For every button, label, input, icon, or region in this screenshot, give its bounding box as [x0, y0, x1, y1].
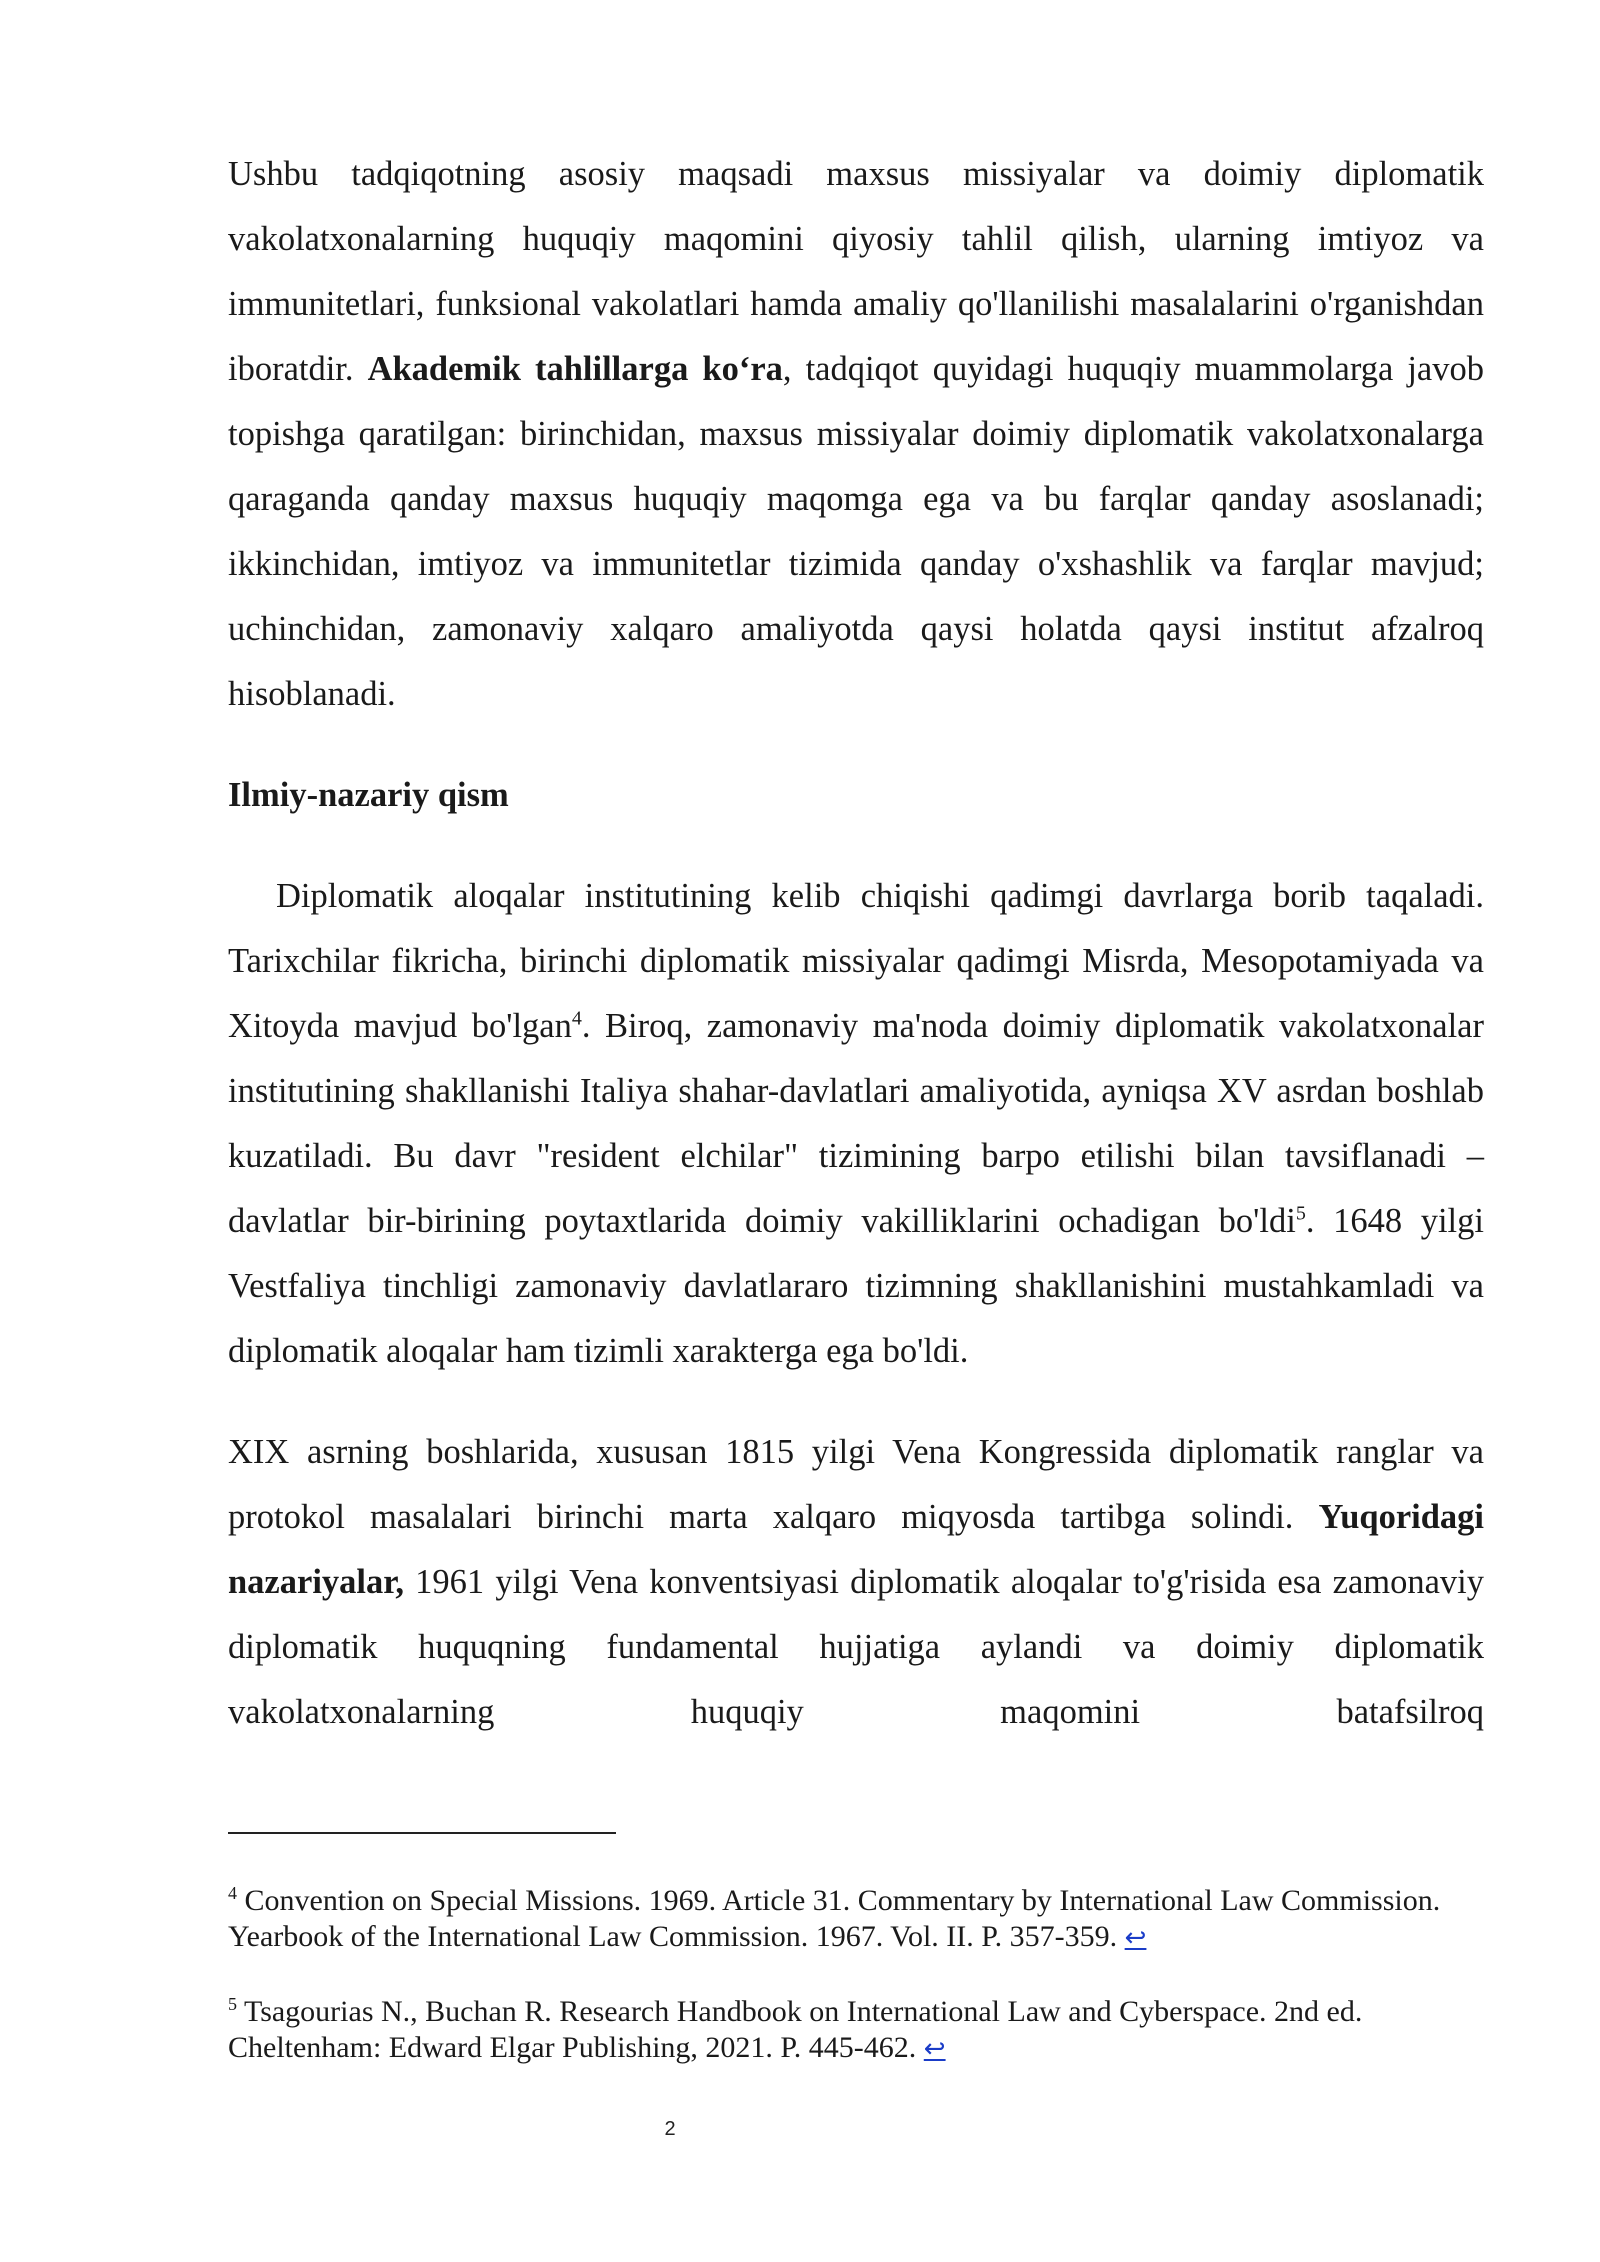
footnote-ref-5[interactable]: 5: [1295, 1202, 1306, 1225]
paragraph-vienna: [228, 1420, 1484, 1745]
section-heading: Ilmiy-nazariy qism: [228, 776, 509, 814]
paragraph-text: , tadqiqot quyidagi huquqiy muammolarga javob topishga qaratilgan: birinchidan, maxsus missiyalar doimiy diplomatik vakolatxonalarga qaraganda qanday maxsus huquqiy maqomga ega va bu farqlar qanday asoslanadi; ikkinchidan, imtiyoz va immunitetlar tizimida qanday o'xshashlik va farqlar mavjud; uchinchidan, zamonaviy xalqaro amaliyotda qaysi holatda qaysi institut afzalroq hisoblanadi.: [228, 350, 1484, 713]
footnotes-section: [228, 1883, 1484, 2105]
footnote-number: 4: [228, 1883, 237, 1903]
footnote-text: Convention on Special Missions. 1969. Article 31. Commentary by International Law Commission. Yearbook of the International Law Commission. 1967. Vol. II. P. 357-359.: [228, 1884, 1441, 1953]
paragraph-text: Ushbu tadqiqotning asosiy maqsadi maxsus missiyalar va doimiy diplomatik vakolatxonalarning huquqiy maqomini qiyosiy tahlil qilish, ularning imtiyoz va immunitetlari, funksional vakolatlari hamda amaliy qo'llanilishi masalalarini o'rganishdan iboratdir.: [228, 155, 1484, 388]
paragraph-objective: [228, 142, 1484, 727]
bold-phrase: Akademik tahlillarga ko‘ra: [367, 350, 783, 388]
footnote-separator: [228, 1832, 616, 1834]
document-body: [228, 142, 1484, 1745]
footnote-ref-4[interactable]: 4: [571, 1007, 582, 1030]
paragraph-text: Diplomatik aloqalar institutining kelib chiqishi qadimgi davrlarga borib taqaladi. Tarixchilar fikricha, birinchi diplomatik missiyalar qadimgi Misrda, Mesopotamiyada va Xitoyda mavjud bo'lgan: [228, 877, 1484, 1045]
return-arrow-icon[interactable]: ↩: [923, 2034, 946, 2064]
footnote-5: [228, 1994, 1484, 2067]
bold-phrase: Yuqoridagi nazariyalar,: [228, 1498, 1484, 1601]
footnote-number: 5: [228, 1994, 237, 2014]
footnote-text: Tsagourias N., Buchan R. Research Handbook on International Law and Cyberspace. 2nd ed. Cheltenham: Edward Elgar Publishing, 2021. P. 445-462.: [228, 1995, 1363, 2064]
page-number: 2: [664, 2118, 676, 2140]
return-arrow-icon[interactable]: ↩: [1124, 1923, 1147, 1953]
paragraph-history: [228, 864, 1484, 1384]
paragraph-text: . 1648 yilgi Vestfaliya tinchligi zamonaviy davlatlararo tizimning shakllanishini mustahkamladi va diplomatik aloqalar ham tizimli xarakterga ega bo'ldi.: [228, 1202, 1484, 1370]
paragraph-text: . Biroq, zamonaviy ma'noda doimiy diplomatik vakolatxonalar institutining shakllanishi Italiya shahar-davlatlari amaliyotida, ayniqsa XV asrdan boshlab kuzatiladi. Bu davr "resident elchilar" tizimining barpo etilishi bilan tavsiflanadi – davlatlar bir-birining poytaxtlarida doimiy vakilliklarini ochadigan bo'ldi: [228, 1007, 1484, 1240]
paragraph-text: XIX asrning boshlarida, xususan 1815 yilgi Vena Kongressida diplomatik ranglar va protokol masalalari birinchi marta xalqaro miqyosda tartibga solindi.: [228, 1433, 1484, 1536]
footnote-4: [228, 1883, 1484, 1956]
paragraph-text: 1961 yilgi Vena konventsiyasi diplomatik aloqalar to'g'risida esa zamonaviy diplomatik huquqning fundamental hujjatiga aylandi va doimiy diplomatik vakolatxonalarning huquqiy maqomini batafsilroq: [228, 1563, 1484, 1731]
